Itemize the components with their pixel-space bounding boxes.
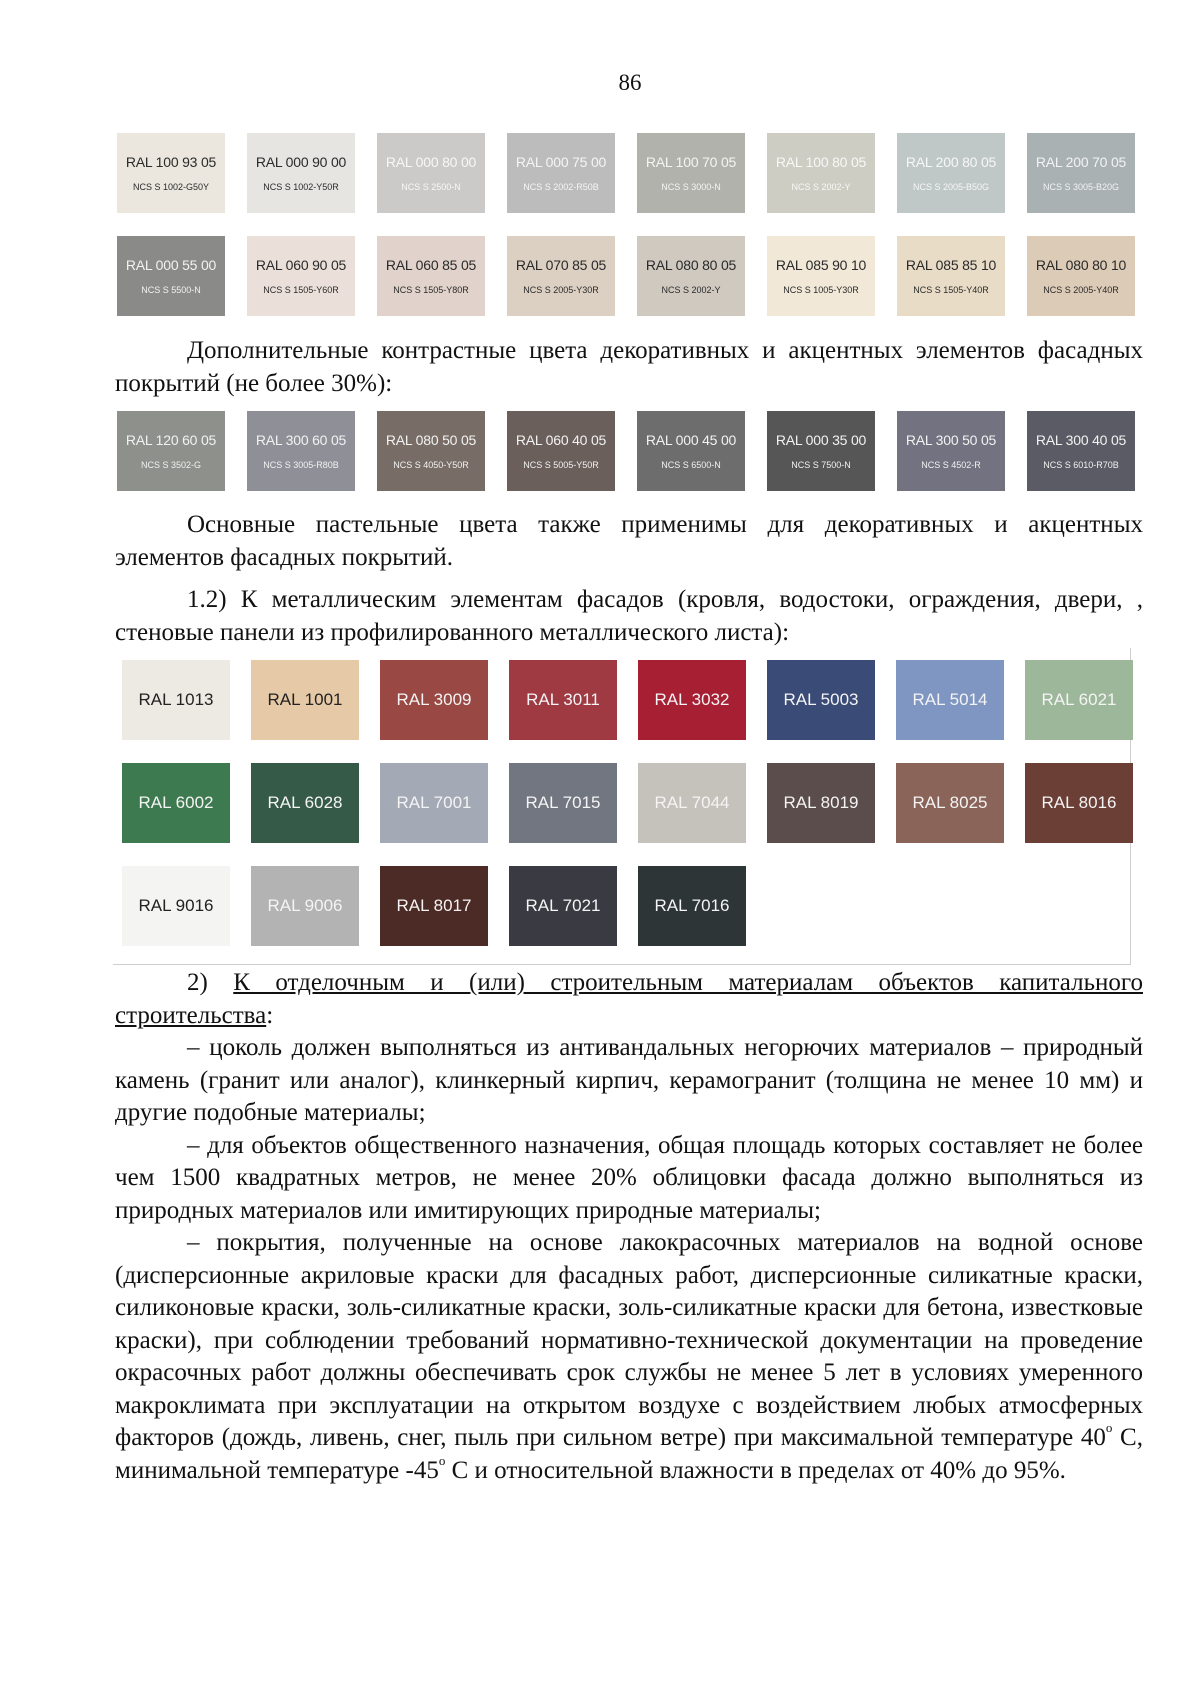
metal-color-swatch: RAL 1013 bbox=[122, 660, 230, 740]
color-swatch bbox=[637, 236, 745, 316]
ral-code: RAL 000 80 00 bbox=[385, 154, 477, 170]
metal-color-swatch: RAL 3011 bbox=[509, 660, 617, 740]
ncs-code: NCS S 3005-B20G bbox=[1042, 182, 1120, 192]
ral-code: RAL 120 60 05 bbox=[125, 432, 217, 448]
color-swatch bbox=[247, 236, 355, 316]
ncs-code: NCS S 4050-Y50R bbox=[393, 460, 469, 470]
contrast-palette-row bbox=[117, 411, 1135, 491]
ral-code: RAL 000 90 00 bbox=[255, 154, 347, 170]
ncs-code: NCS S 3005-R80B bbox=[263, 460, 339, 470]
ncs-code: NCS S 2002-Y bbox=[661, 285, 721, 295]
ncs-code: NCS S 6010-R70B bbox=[1043, 460, 1119, 470]
section-2-colon: : bbox=[266, 1001, 274, 1029]
ncs-code: NCS S 2005-Y30R bbox=[523, 285, 599, 295]
ncs-code: NCS S 1002-Y50R bbox=[263, 182, 339, 192]
metal-color-swatch: RAL 3009 bbox=[380, 660, 488, 740]
ncs-code: NCS S 3000-N bbox=[661, 182, 721, 192]
ral-code: RAL 080 80 10 bbox=[1035, 257, 1127, 273]
ral-code: RAL 080 80 05 bbox=[645, 257, 737, 273]
ncs-code: NCS S 1505-Y40R bbox=[913, 285, 989, 295]
metal-color-swatch: RAL 8025 bbox=[896, 763, 1004, 843]
color-swatch bbox=[637, 411, 745, 491]
color-swatch bbox=[117, 236, 225, 316]
section-2-heading-text: К отделочным и (или) строительным материалам объектов капитального строительства bbox=[115, 969, 1143, 1029]
metal-color-swatch: RAL 1001 bbox=[251, 660, 359, 740]
degree-mark: o bbox=[1105, 1420, 1113, 1435]
ral-code: RAL 085 85 10 bbox=[905, 257, 997, 273]
metal-color-swatch: RAL 6002 bbox=[122, 763, 230, 843]
ral-code: RAL 000 75 00 bbox=[515, 154, 607, 170]
ncs-code: NCS S 2500-N bbox=[401, 182, 461, 192]
ral-code: RAL 060 85 05 bbox=[385, 257, 477, 273]
ral-code: RAL 060 40 05 bbox=[515, 432, 607, 448]
pastel-also-paragraph bbox=[115, 509, 1143, 574]
pastel-also-text: Основные пастельные цвета также применимы для декоративных и акцентных элементов фасадных покрытий. bbox=[115, 511, 1143, 571]
degree-mark: o bbox=[438, 1452, 446, 1468]
bullet-3-text-c: С и относительной влажности в пределах от 40% до 95%. bbox=[445, 1456, 1066, 1484]
ncs-code: NCS S 2005-B50G bbox=[912, 182, 990, 192]
ral-code: RAL 000 55 00 bbox=[125, 257, 217, 273]
section-2-body bbox=[115, 967, 1143, 1487]
ral-code: RAL 100 93 05 bbox=[125, 154, 217, 170]
color-swatch bbox=[377, 133, 485, 213]
ncs-code: NCS S 2005-Y40R bbox=[1043, 285, 1119, 295]
color-swatch bbox=[897, 411, 1005, 491]
metal-intro-paragraph bbox=[115, 584, 1143, 649]
ral-code: RAL 300 40 05 bbox=[1035, 432, 1127, 448]
ncs-code: NCS S 7500-N bbox=[791, 460, 851, 470]
ncs-code: NCS S 2002-Y bbox=[791, 182, 851, 192]
color-swatch bbox=[1027, 236, 1135, 316]
color-swatch bbox=[767, 411, 875, 491]
bullet-3-text-b: С, минимальной температуре -45 bbox=[115, 1424, 1143, 1484]
ral-code: RAL 200 70 05 bbox=[1035, 154, 1127, 170]
metal-color-swatch: RAL 8016 bbox=[1025, 763, 1133, 843]
ral-code: RAL 200 80 05 bbox=[905, 154, 997, 170]
color-swatch bbox=[1027, 133, 1135, 213]
section-2-number: 2) bbox=[187, 969, 234, 996]
color-swatch bbox=[897, 133, 1005, 213]
ncs-code: NCS S 3502-G bbox=[140, 460, 202, 470]
color-swatch bbox=[117, 133, 225, 213]
metal-color-swatch: RAL 7015 bbox=[509, 763, 617, 843]
color-swatch bbox=[247, 133, 355, 213]
color-swatch bbox=[767, 236, 875, 316]
ral-code: RAL 000 45 00 bbox=[645, 432, 737, 448]
color-swatch bbox=[117, 411, 225, 491]
pastel-palette-row-1 bbox=[117, 133, 1135, 213]
metal-color-swatch: RAL 6028 bbox=[251, 763, 359, 843]
color-swatch bbox=[377, 236, 485, 316]
metal-color-swatch: RAL 7021 bbox=[509, 866, 617, 946]
ral-code: RAL 070 85 05 bbox=[515, 257, 607, 273]
metal-color-swatch: RAL 7044 bbox=[638, 763, 746, 843]
color-swatch bbox=[767, 133, 875, 213]
metal-color-swatch: RAL 6021 bbox=[1025, 660, 1133, 740]
metal-intro-text: 1.2) К металлическим элементам фасадов (кровля, водостоки, ограждения, двери, , стеновые панели из профилированного металлического листа): bbox=[115, 586, 1143, 646]
bullet-3-text-a: – покрытия, полученные на основе лакокрасочных материалов на водной основе (дисперсионные акриловые краски для фасадных работ, дисперсионные силикатные краски, силиконовые краски, золь-силикатные краски, золь-силикатные краски для бетона, известковые краски), при соблюдении требований нормативно-технической документации на проведение окрасочных работ должны обеспечивать срок службы не менее 5 лет в условиях умеренного макроклимата при эксплуатации на открытом воздухе с воздействием любых атмосферных факторов (дождь, ливень, снег, пыль при сильном ветре) при максимальной температуре 40 bbox=[115, 1229, 1143, 1451]
ral-code: RAL 080 50 05 bbox=[385, 432, 477, 448]
section-2-heading bbox=[115, 967, 1143, 1032]
ncs-code: NCS S 6500-N bbox=[661, 460, 721, 470]
color-swatch bbox=[637, 133, 745, 213]
metal-color-swatch: RAL 3032 bbox=[638, 660, 746, 740]
contrast-intro-text: Дополнительные контрастные цвета декоративных и акцентных элементов фасадных покрытий (не более 30%): bbox=[115, 337, 1143, 397]
ncs-code: NCS S 1002-G50Y bbox=[132, 182, 210, 192]
color-swatch bbox=[1027, 411, 1135, 491]
metal-color-swatch: RAL 7016 bbox=[638, 866, 746, 946]
ral-code: RAL 300 50 05 bbox=[905, 432, 997, 448]
bullet-item bbox=[115, 1227, 1143, 1487]
color-swatch bbox=[377, 411, 485, 491]
color-swatch bbox=[507, 411, 615, 491]
metal-color-swatch: RAL 8019 bbox=[767, 763, 875, 843]
metal-color-swatch: RAL 8017 bbox=[380, 866, 488, 946]
ral-code: RAL 100 80 05 bbox=[775, 154, 867, 170]
ncs-code: NCS S 5005-Y50R bbox=[523, 460, 599, 470]
metal-color-swatch: RAL 9016 bbox=[122, 866, 230, 946]
ral-code: RAL 000 35 00 bbox=[775, 432, 867, 448]
bullet-item: – цоколь должен выполняться из антивандальных негорючих материалов – природный камень (гранит или аналог), клинкерный кирпич, керамогранит (толщина не менее 10 мм) и другие подобные материалы; bbox=[115, 1034, 1143, 1126]
metal-color-swatch: RAL 5003 bbox=[767, 660, 875, 740]
ncs-code: NCS S 1505-Y80R bbox=[393, 285, 469, 295]
color-swatch bbox=[507, 236, 615, 316]
contrast-intro-paragraph bbox=[115, 335, 1143, 400]
ncs-code: NCS S 1005-Y30R bbox=[783, 285, 859, 295]
ncs-code: NCS S 2002-R50B bbox=[523, 182, 599, 192]
ral-code: RAL 100 70 05 bbox=[645, 154, 737, 170]
metal-palette-grid bbox=[122, 660, 1133, 946]
pastel-palette-row-2 bbox=[117, 236, 1135, 316]
ncs-code: NCS S 4502-R bbox=[921, 460, 981, 470]
metal-color-swatch: RAL 7001 bbox=[380, 763, 488, 843]
ncs-code: NCS S 5500-N bbox=[141, 285, 201, 295]
page-number: 86 bbox=[618, 70, 642, 95]
ncs-code: NCS S 1505-Y60R bbox=[263, 285, 339, 295]
metal-color-swatch: RAL 5014 bbox=[896, 660, 1004, 740]
color-swatch bbox=[507, 133, 615, 213]
color-swatch bbox=[247, 411, 355, 491]
metal-color-swatch: RAL 9006 bbox=[251, 866, 359, 946]
ral-code: RAL 060 90 05 bbox=[255, 257, 347, 273]
ral-code: RAL 085 90 10 bbox=[775, 257, 867, 273]
ral-code: RAL 300 60 05 bbox=[255, 432, 347, 448]
bullet-item: – для объектов общественного назначения, общая площадь которых составляет не более чем 1500 квадратных метров, не менее 20% облицовки фасада должно выполняться из природных материалов или имитирующих природные материалы; bbox=[115, 1131, 1143, 1224]
color-swatch bbox=[897, 236, 1005, 316]
